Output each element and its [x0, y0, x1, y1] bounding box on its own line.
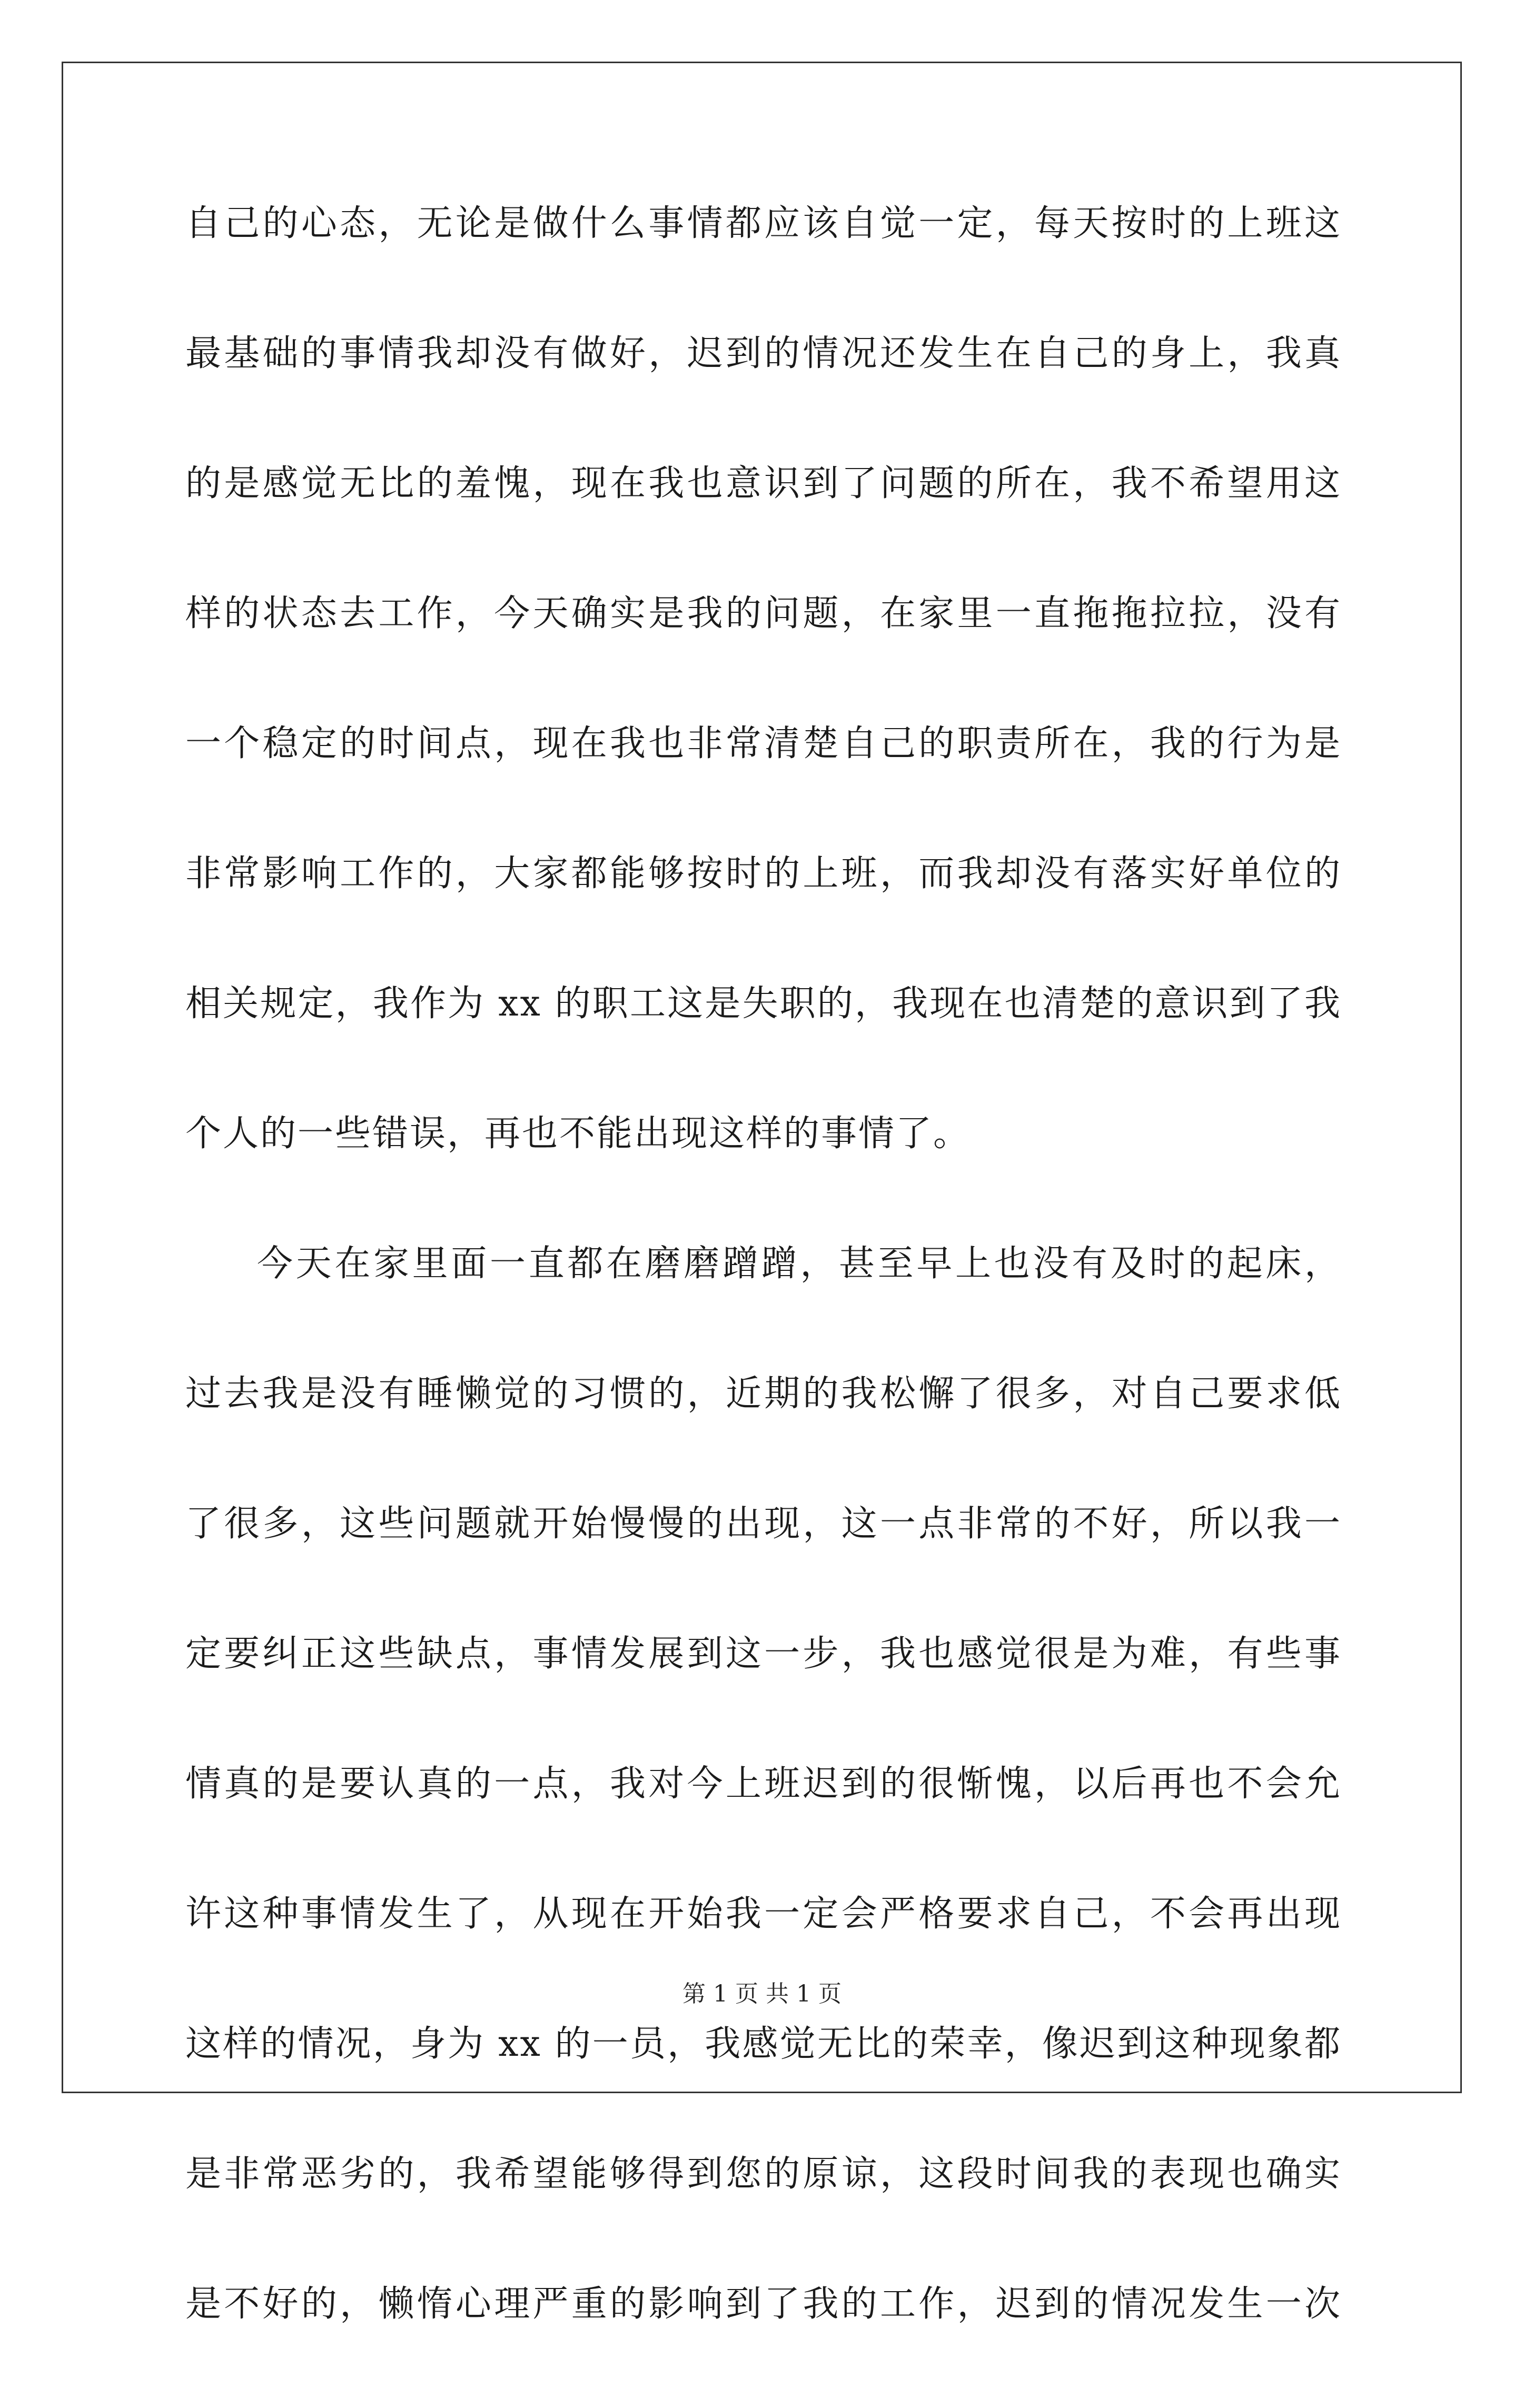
text-line: 样的状态去工作，今天确实是我的问题，在家里一直拖拖拉拉，没有 — [185, 593, 1342, 634]
text-line: 个人的一些错误，再也不能出现这样的事情了。 — [185, 1113, 971, 1155]
text-line: 定要纠正这些缺点，事情发展到这一步，我也感觉很是为难，有些事 — [185, 1633, 1342, 1675]
document-body — [185, 197, 1342, 2408]
text-line: 了很多，这些问题就开始慢慢的出现，这一点非常的不好，所以我一 — [185, 1503, 1342, 1545]
text-line: 非常影响工作的，大家都能够按时的上班，而我却没有落实好单位的 — [185, 853, 1342, 894]
text-line: 最基础的事情我却没有做好，迟到的情况还发生在自己的身上，我真 — [185, 333, 1342, 374]
text-line: 是非常恶劣的，我希望能够得到您的原谅，这段时间我的表现也确实 — [185, 2153, 1342, 2195]
text-line: 是不好的，懒惰心理严重的影响到了我的工作，迟到的情况发生一次 — [185, 2283, 1342, 2325]
text-line: 许这种事情发生了，从现在开始我一定会严格要求自己，不会再出现 — [185, 1893, 1342, 1935]
text-line: 一个稳定的时间点，现在我也非常清楚自己的职责所在，我的行为是 — [185, 723, 1342, 764]
text-line: 相关规定，我作为 xx 的职工这是失职的，我现在也清楚的意识到了我 — [185, 983, 1342, 1024]
text-line: 的是感觉无比的羞愧，现在我也意识到了问题的所在，我不希望用这 — [185, 463, 1342, 504]
page-number-footer: 第 1 页 共 1 页 — [682, 1981, 842, 2007]
text-line: 自己的心态，无论是做什么事情都应该自觉一定，每天按时的上班这 — [185, 203, 1342, 244]
text-line: 今天在家里面一直都在磨磨蹭蹭，甚至早上也没有及时的起床， — [257, 1243, 1342, 1285]
text-line: 情真的是要认真的一点，我对今上班迟到的很惭愧，以后再也不会允 — [185, 1763, 1342, 1805]
text-line: 这样的情况，身为 xx 的一员，我感觉无比的荣幸，像迟到这种现象都 — [185, 2023, 1342, 2065]
text-line: 过去我是没有睡懒觉的习惯的，近期的我松懈了很多，对自己要求低 — [185, 1373, 1342, 1415]
